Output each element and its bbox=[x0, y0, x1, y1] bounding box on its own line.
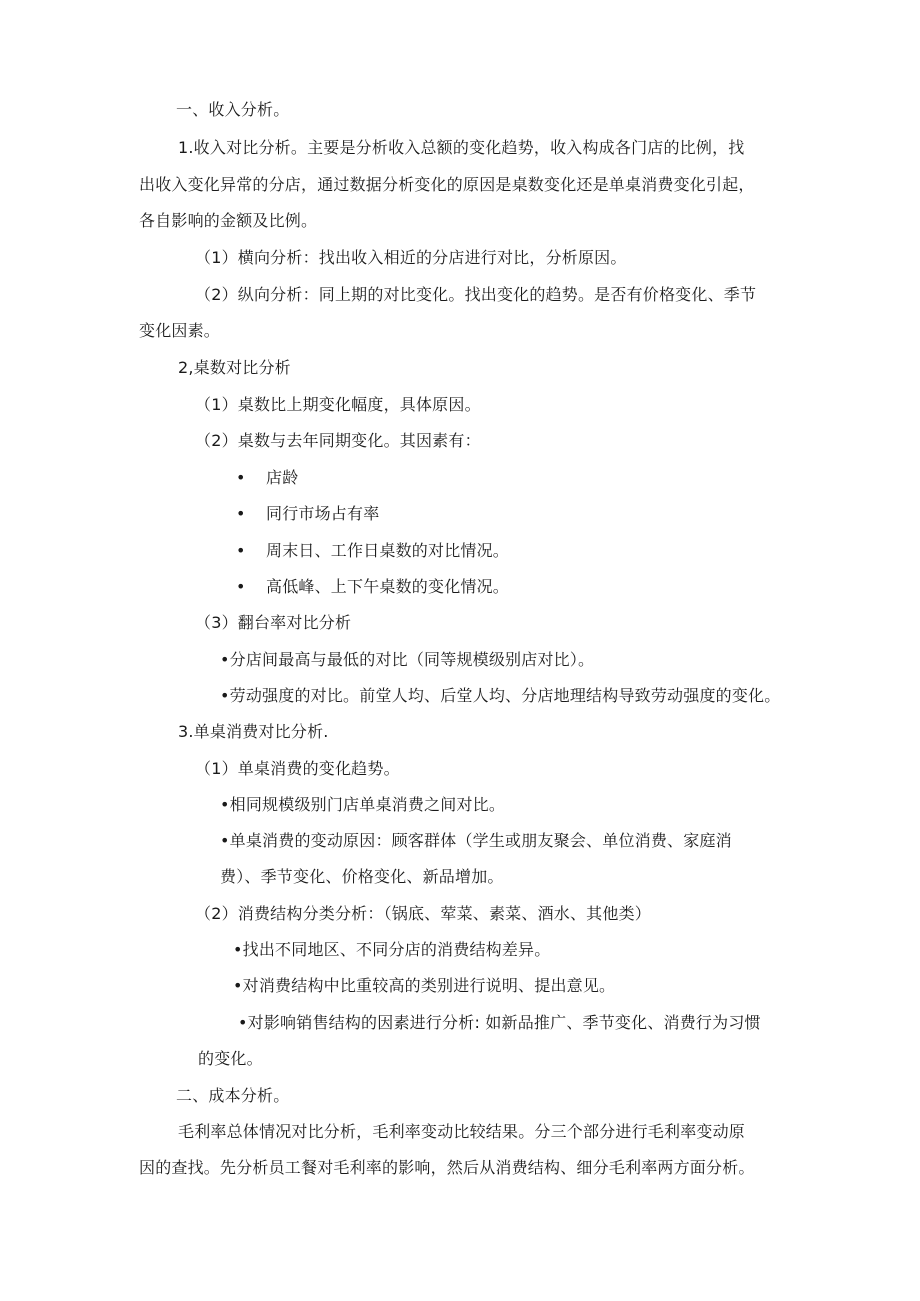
sub-item-vertical-analysis-line2: 变化因素。 bbox=[139, 321, 221, 340]
bullet-glyph: • bbox=[236, 577, 246, 596]
bullet-glyph: • bbox=[236, 468, 246, 487]
item-single-table-title: 3.单桌消费对比分析. bbox=[178, 722, 329, 741]
point-branch-max-min: •分店间最高与最低的对比（同等规模级别店对比）。 bbox=[220, 650, 595, 669]
paragraph-income-comparison-line1: 1.收入对比分析。主要是分析收入总额的变化趋势，收入构成各门店的比例，找 bbox=[178, 138, 745, 157]
point-regional-differences: •找出不同地区、不同分店的消费结构差异。 bbox=[233, 940, 551, 959]
point-sales-structure-factors-line1: •对影响销售结构的因素进行分析: 如新品推广、季节变化、消费行为习惯 bbox=[238, 1013, 761, 1032]
sub-item-table-count-change: （1）桌数比上期变化幅度，具体原因。 bbox=[195, 395, 481, 414]
bullet-glyph: • bbox=[236, 504, 246, 523]
sub-item-turnover-rate: （3）翻台率对比分析 bbox=[195, 613, 352, 632]
point-change-reasons-line2: 费）、季节变化、价格变化、新品增加。 bbox=[220, 867, 504, 886]
point-sales-structure-factors-line2: 的变化。 bbox=[198, 1049, 263, 1068]
sub-item-horizontal-analysis: （1）横向分析：找出收入相近的分店进行对比，分析原因。 bbox=[195, 248, 627, 267]
sub-item-single-table-trend: （1）单桌消费的变化趋势。 bbox=[195, 759, 400, 778]
paragraph-income-comparison-line3: 各自影响的金额及比例。 bbox=[139, 211, 318, 230]
list-item: 店龄 bbox=[266, 468, 299, 487]
list-item: 高低峰、上下午桌数的变化情况。 bbox=[266, 577, 510, 596]
point-same-scale-compare: •相同规模级别门店单桌消费之间对比。 bbox=[220, 795, 506, 814]
list-item: 同行市场占有率 bbox=[266, 504, 380, 523]
sub-item-vertical-analysis-line1: （2）纵向分析：同上期的对比变化。找出变化的趋势。是否有价格变化、季节 bbox=[195, 285, 757, 304]
bullet-glyph: • bbox=[236, 541, 246, 560]
point-change-reasons-line1: •单桌消费的变动原因：顾客群体（学生或朋友聚会、单位消费、家庭消 bbox=[220, 831, 732, 850]
point-high-weight-categories: •对消费结构中比重较高的类别进行说明、提出意见。 bbox=[233, 976, 616, 995]
section-heading-income: 一、收入分析。 bbox=[176, 100, 290, 119]
sub-item-table-count-yoy: （2）桌数与去年同期变化。其因素有： bbox=[195, 431, 481, 450]
point-labor-intensity: •劳动强度的对比。前堂人均、后堂人均、分店地理结构导致劳动强度的变化。 bbox=[220, 686, 781, 705]
paragraph-income-comparison-line2: 出收入变化异常的分店，通过数据分析变化的原因是桌数变化还是单桌消费变化引起， bbox=[139, 175, 755, 194]
section-heading-cost: 二、成本分析。 bbox=[176, 1086, 290, 1105]
list-item: 周末日、工作日桌数的对比情况。 bbox=[266, 541, 510, 560]
item-table-count-title: 2,桌数对比分析 bbox=[178, 358, 291, 377]
paragraph-gross-margin-line2: 因的查找。先分析员工餐对毛利率的影响，然后从消费结构、细分毛利率两方面分析。 bbox=[139, 1158, 755, 1177]
paragraph-gross-margin-line1: 毛利率总体情况对比分析，毛利率变动比较结果。分三个部分进行毛利率变动原 bbox=[178, 1122, 746, 1141]
sub-item-consumption-structure: （2）消费结构分类分析：（锅底、荤菜、素菜、酒水、其他类） bbox=[195, 904, 651, 923]
